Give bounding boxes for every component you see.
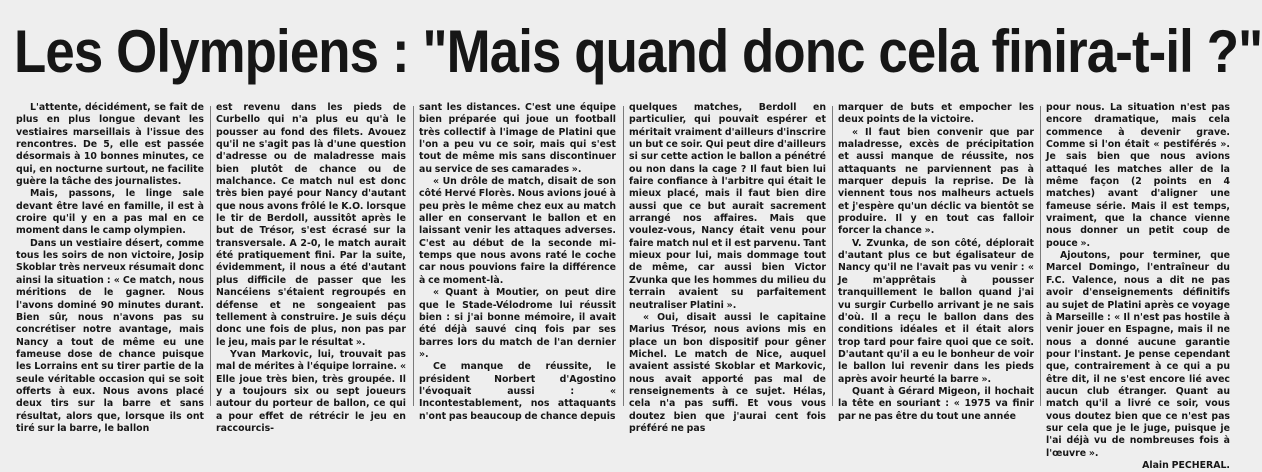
article-column-2: [216, 102, 406, 434]
article-column-4: [629, 102, 826, 434]
paragraph: Ce manque de réussite, le président Norbert d'Agostino l'évoquait aussi : « Incontestablement, nos attaquants n'ont pas beaucoup de chance depuis: [419, 361, 616, 422]
column-divider: [623, 106, 624, 406]
paragraph: « Il faut bien convenir que par maladresse, excès de précipitation et aussi manque de réussite, nos attaquants ne parviennent pas à marquer depuis la reprise. De là viennent tous nos malheurs actuels et j'espère qu'un déclic va bientôt se produire. Il y en tout cas falloir forcer la chance ».: [838, 126, 1034, 237]
column-divider: [832, 106, 833, 406]
paragraph: « Un drôle de match, disait de son côté Hervé Florès. Nous avions joué à peu près le même chez eux au match aller en conservant le ballon et en laissant venir les attaques adverses. C'est au début de la seconde mi-temps que nous avons raté le coche car nous pouvions faire la différence à ce moment-là.: [419, 176, 616, 286]
headline: Les Olympiens : "Mais quand donc cela finira-t-il ?": [14, 18, 1262, 85]
paragraph: Quant à Gérard Migeon, il hochait la tête en souriant : « 1975 va finir par ne pas être du tout une année: [838, 385, 1034, 422]
article-column-5: [838, 102, 1034, 422]
paragraph: « Quant à Moutier, on peut dire que le Stade-Vélodrome lui réussit bien : si j'ai bonne mémoire, il avait été déjà sauvé cinq fois par ses barres lors du match de l'an dernier ».: [419, 287, 616, 360]
article-column-6: [1046, 102, 1230, 471]
paragraph: pour nous. La situation n'est pas encore dramatique, mais cela commence à devenir grave. Comme si l'on était « pestiférés ». Je sais bien que nous avions attaqué les matches aller de la même façon (2 points en 4 matches) avant d'aligner une fameuse série. Mais il est temps, vraiment, que la chance vienne nous donner un petit coup de pouce ».: [1046, 102, 1230, 249]
column-divider: [1040, 106, 1041, 406]
paragraph: quelques matches, Berdoll en particulier, qui pouvait espérer et méritait vraiment d'ailleurs d'inscrire un but ce soir. Qui peut dire d'ailleurs si sur cette action le ballon a pénétré ou non dans la cage ? Il faut bien lui faire confiance à l'arbitre qui était le mieux placé, mais il faut bien dire aussi que ce but aurait sacrement arrangé nos affaires. Mais que voulez-vous, Nancy était venu pour faire match nul et il est parvenu. Tant mieux pour lui, mais dommage tout de même, car aussi bien Victor Zvunka que les hommes du milieu du terrain avaient su parfaitement neutraliser Platini ».: [629, 102, 826, 311]
column-divider: [413, 106, 414, 406]
paragraph: L'attente, décidément, se fait de plus en plus longue devant les vestiaires marseillais à l'issue des rencontres. De 5, elle est passée désormais à 10 bonnes minutes, ce qui, en nocturne surtout, ne facilite guère la tâche des journalistes.: [16, 102, 204, 188]
paragraph: Dans un vestiaire désert, comme tous les soirs de non victoire, Josip Skoblar très nerveux résumait donc ainsi la situation : « Ce match, nous méritions de le gagner. Nous l'avons dominé 90 minutes durant. Bien sûr, nous n'avons pas su concrétiser notre avantage, mais Nancy a tout de même eu une fameuse dose de chance puisque les Lorrains ent su tirer partie de la seule véritable occasion qui se soit offerts à eux. Nous avons placé deux tirs sur la barre et sans résultat, alors que, lorsque ils ont tiré sur la barre, le ballon: [16, 237, 204, 434]
paragraph: Mais, passons, le linge sale devant être lavé en famille, il est à croire qu'il y en a pas mal en ce moment dans le camp olympien.: [16, 188, 204, 237]
paragraph: sant les distances. C'est une équipe bien préparée qui joue un football très collectif à l'image de Platini que l'on a peu vu ce soir, mais qui s'est tout de même mis sans discontinuer au service de ses camarades ».: [419, 102, 616, 175]
article-body: [16, 102, 1230, 471]
paragraph: Yvan Markovic, lui, trouvait pas mal de mérites à l'équipe lorraine. « Elle joue très bien, très groupée. Il y a toujours six ou sept joueurs autour du porteur de ballon, ce qui a pour effet de rétrécir le jeu en raccourcis-: [216, 348, 406, 434]
paragraph: « Oui, disait aussi le capitaine Marius Trésor, nous avions mis en place un bon dispositif pour gêner Michel. Le match de Nice, auquel avaient assisté Skoblar et Markovic, nous avait apporté pas mal de renseignements à ce sujet. Hélas, cela n'a pas suffi. Et vous vous doutez bien que j'aurai cent fois préféré ne pas: [629, 311, 826, 434]
paragraph: est revenu dans les pieds de Curbello qui n'a plus eu qu'à le pousser au fond des filets. Avouez qu'il ne s'agit pas là d'une question d'adresse ou de maladresse mais bien plutôt de chance ou de malchance. Ce match nul est donc très bien payé pour Nancy d'autant que nous avons frôlé le K.O. lorsque le tir de Berdoll, aussitôt après le but de Trésor, s'est écrasé sur la transversale. A 2-0, le match aurait été pratiquement fini. Par la suite, évidemment, il nous a été d'autant plus difficile de passer que les Nancéiens s'étaient regroupés en défense et ne songeaient pas tellement à construire. Je suis déçu donc une fois de plus, non pas par le jeu, mais par le résultat ».: [216, 102, 406, 348]
author-signature: Alain PECHERAL.: [1142, 459, 1230, 471]
column-divider: [210, 106, 211, 406]
paragraph: Ajoutons, pour terminer, que Marcel Domingo, l'entraîneur du F.C. Valence, nous a dit ne pas avoir d'enseignements définitifs au sujet de Platini après ce voyage à Marseille : « Il n'est pas hostile à venir jouer en Espagne, mais il ne nous a donné aucune garantie pour l'instant. Je pense cependant que, contrairement à ce qui a pu être dit, il ne s'est encore lié avec aucun club étranger. Quant au match qu'il a livré ce soir, vous vous doutez bien que ce n'est pas sur cela que je le juge, puisque je l'ai déjà vu de nombreuses fois à l'œuvre ».: [1046, 250, 1230, 459]
article-column-3: [419, 102, 616, 422]
article-column-1: [16, 102, 204, 434]
paragraph: marquer de buts et empocher les deux points de la victoire.: [838, 102, 1034, 126]
paragraph: V. Zvunka, de son côté, déplorait d'autant plus ce but égalisateur de Nancy qu'il ne l'avait pas vu venir : « Je m'apprêtais à pousser tranquillement le ballon quand j'ai vu surgir Curbello arrivant je ne sais d'où. Il a reçu le ballon dans des conditions idéales et il était alors trop tard pour faire quoi que ce soit. D'autant qu'il a eu le bonheur de voir le ballon lui revenir dans les pieds après avoir heurté la barre ».: [838, 237, 1034, 385]
